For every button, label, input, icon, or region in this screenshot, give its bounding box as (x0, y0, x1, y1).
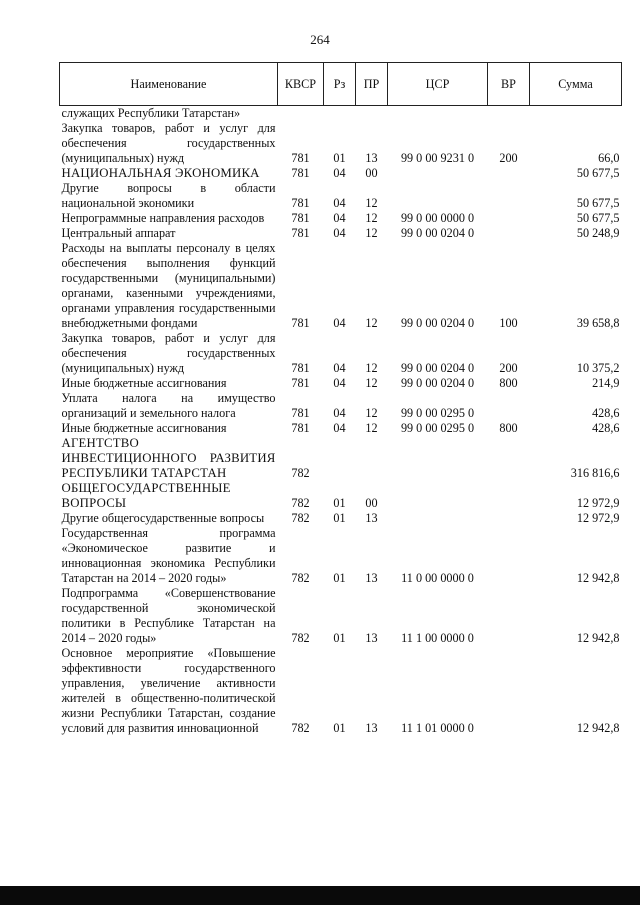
cell-sum: 50 677,5 (576, 166, 620, 180)
cell-pr: 12 (365, 211, 378, 225)
table-row (60, 586, 622, 646)
cell-sum: 214,9 (592, 376, 620, 390)
cell-sum (530, 106, 622, 122)
table-row (60, 121, 622, 166)
cell-name: Закупка товаров, работ и услуг для обеспечения государственных (муниципальных) нужд (61, 331, 276, 375)
cell-rz: 04 (333, 316, 346, 330)
cell-vr (488, 166, 530, 181)
cell-pr: 12 (365, 406, 378, 420)
header-vr: ВР (488, 63, 530, 106)
cell-sum: 428,6 (592, 421, 620, 435)
cell-name: Государственная программа «Экономическое развитие и инновационная экономика Республики Татарстан на 2014 – 2020 годы» (61, 526, 276, 585)
cell-rz: 04 (333, 196, 346, 210)
table-row (60, 166, 622, 181)
cell-kvsr: 782 (291, 721, 310, 735)
cell-name: Другие вопросы в области национальной экономики (61, 181, 276, 210)
cell-csr: 11 1 01 0000 0 (401, 721, 474, 735)
cell-pr: 12 (365, 361, 378, 375)
cell-csr: 11 1 00 0000 0 (401, 631, 474, 645)
table-row (60, 211, 622, 226)
cell-kvsr: 781 (291, 421, 310, 435)
cell-kvsr: 781 (291, 406, 310, 420)
cell-pr: 00 (365, 496, 378, 510)
cell-sum: 66,0 (598, 151, 620, 165)
header-sum: Сумма (530, 63, 622, 106)
cell-rz: 01 (333, 496, 346, 510)
cell-vr (488, 391, 530, 421)
cell-csr: 99 0 00 0204 0 (400, 226, 475, 240)
cell-pr: 12 (365, 421, 378, 435)
cell-sum: 12 942,8 (576, 631, 620, 645)
cell-sum: 50 248,9 (576, 226, 620, 240)
cell-csr: 99 0 00 0204 0 (400, 376, 475, 390)
cell-kvsr: 782 (291, 571, 310, 585)
cell-pr (356, 436, 388, 481)
table-row (60, 391, 622, 421)
cell-vr (488, 181, 530, 211)
table-row (60, 436, 622, 481)
cell-sum: 12 942,8 (576, 721, 620, 735)
cell-pr: 12 (365, 316, 378, 330)
cell-kvsr: 782 (291, 496, 310, 510)
table-row (60, 481, 622, 511)
cell-name: Центральный аппарат (61, 226, 176, 240)
cell-rz: 04 (333, 166, 346, 180)
cell-pr: 12 (365, 226, 378, 240)
cell-vr: 100 (499, 316, 518, 330)
cell-sum: 316 816,6 (570, 466, 620, 480)
cell-csr: 99 0 00 0204 0 (400, 316, 475, 330)
cell-rz: 04 (333, 376, 346, 390)
cell-rz: 04 (333, 211, 346, 225)
cell-name: НАЦИОНАЛЬНАЯ ЭКОНОМИКА (61, 166, 260, 180)
cell-rz: 04 (333, 226, 346, 240)
table-body (60, 106, 622, 737)
header-name: Наименование (60, 63, 278, 106)
cell-kvsr: 781 (291, 376, 310, 390)
cell-csr: 99 0 00 0295 0 (400, 406, 475, 420)
table-row (60, 241, 622, 331)
budget-table (59, 62, 622, 736)
cell-name: Закупка товаров, работ и услуг для обеспечения государственных (муниципальных) нужд (61, 121, 276, 165)
header-rz: Рз (324, 63, 356, 106)
cell-kvsr: 781 (291, 316, 310, 330)
cell-vr: 200 (499, 361, 518, 375)
cell-rz: 01 (333, 571, 346, 585)
cell-sum: 39 658,8 (576, 316, 620, 330)
cell-pr (356, 106, 388, 122)
cell-sum: 50 677,5 (576, 196, 620, 210)
cell-csr (388, 436, 488, 481)
cell-rz: 01 (333, 631, 346, 645)
cell-name: Подпрограмма «Совершенствование государственной экономической политики в Республике Татарстан на 2014 – 2020 годы» (61, 586, 276, 645)
cell-pr: 13 (365, 721, 378, 735)
cell-csr: 99 0 00 0204 0 (400, 361, 475, 375)
cell-kvsr: 781 (291, 196, 310, 210)
cell-rz (324, 106, 356, 122)
cell-rz: 01 (333, 511, 346, 525)
table-row (60, 646, 622, 736)
cell-name: Иные бюджетные ассигнования (61, 421, 227, 435)
cell-csr: 99 0 00 0295 0 (400, 421, 475, 435)
cell-csr: 99 0 00 0000 0 (400, 211, 475, 225)
cell-vr (488, 586, 530, 646)
scan-edge-bar (0, 886, 640, 905)
cell-name: Иные бюджетные ассигнования (61, 376, 227, 390)
table-row (60, 376, 622, 391)
cell-pr: 13 (365, 571, 378, 585)
cell-name: Другие общегосударственные вопросы (61, 511, 265, 525)
table-header-row (60, 63, 622, 106)
cell-pr: 13 (365, 511, 378, 525)
cell-vr: 800 (499, 421, 518, 435)
cell-sum: 12 942,8 (576, 571, 620, 585)
cell-csr (388, 166, 488, 181)
cell-rz: 04 (333, 406, 346, 420)
cell-rz: 04 (333, 421, 346, 435)
cell-sum: 50 677,5 (576, 211, 620, 225)
page-number: 264 (310, 32, 330, 47)
cell-kvsr: 781 (291, 361, 310, 375)
cell-vr (488, 436, 530, 481)
cell-pr: 12 (365, 376, 378, 390)
table-row (60, 181, 622, 211)
cell-name: служащих Республики Татарстан» (61, 106, 241, 120)
cell-vr: 800 (499, 376, 518, 390)
header-kvsr: КВСР (278, 63, 324, 106)
cell-sum: 12 972,9 (576, 511, 620, 525)
cell-pr: 13 (365, 631, 378, 645)
cell-rz: 04 (333, 361, 346, 375)
cell-pr: 00 (365, 166, 378, 180)
table-row (60, 511, 622, 526)
cell-kvsr: 781 (291, 166, 310, 180)
cell-csr: 11 0 00 0000 0 (401, 571, 474, 585)
cell-rz: 01 (333, 151, 346, 165)
table-row (60, 106, 622, 122)
cell-name: Расходы на выплаты персоналу в целях обеспечения выполнения функций государственными (муниципальными) органами, казенными учреждениями, органами управления государственными внебюджетными фондами (61, 241, 276, 330)
cell-name: ОБЩЕГОСУДАРСТВЕННЫЕ ВОПРОСЫ (61, 481, 231, 510)
cell-vr (488, 511, 530, 526)
cell-kvsr: 781 (291, 226, 310, 240)
cell-name: Непрограммные направления расходов (61, 211, 265, 225)
cell-vr (488, 646, 530, 736)
cell-kvsr: 782 (291, 511, 310, 525)
cell-vr (488, 481, 530, 511)
cell-kvsr: 782 (291, 631, 310, 645)
table-row (60, 226, 622, 241)
cell-csr: 99 0 00 9231 0 (400, 151, 475, 165)
cell-vr: 200 (499, 151, 518, 165)
cell-name: АГЕНТСТВО ИНВЕСТИЦИОННОГО РАЗВИТИЯ РЕСПУБЛИКИ ТАТАРСТАН (61, 436, 276, 480)
cell-csr (388, 106, 488, 122)
header-csr: ЦСР (388, 63, 488, 106)
cell-csr (388, 511, 488, 526)
cell-sum: 428,6 (592, 406, 620, 420)
cell-sum: 10 375,2 (576, 361, 620, 375)
cell-csr (388, 181, 488, 211)
cell-vr (488, 526, 530, 586)
cell-vr (488, 211, 530, 226)
cell-kvsr: 781 (291, 211, 310, 225)
table-row (60, 331, 622, 376)
cell-rz: 01 (333, 721, 346, 735)
cell-kvsr (278, 106, 324, 122)
cell-pr: 12 (365, 196, 378, 210)
cell-kvsr: 781 (291, 151, 310, 165)
cell-kvsr: 782 (291, 466, 310, 480)
header-pr: ПР (356, 63, 388, 106)
table-row (60, 421, 622, 436)
cell-vr (488, 106, 530, 122)
cell-rz (324, 436, 356, 481)
table-row (60, 526, 622, 586)
cell-csr (388, 481, 488, 511)
cell-name: Основное мероприятие «Повышение эффективности государственного управления, увеличение активности жителей в общественно-политической жизни Республики Татарстан, создание условий для развития инновационной (61, 646, 276, 735)
cell-pr: 13 (365, 151, 378, 165)
cell-sum: 12 972,9 (576, 496, 620, 510)
cell-vr (488, 226, 530, 241)
cell-name: Уплата налога на имущество организаций и земельного налога (61, 391, 276, 420)
